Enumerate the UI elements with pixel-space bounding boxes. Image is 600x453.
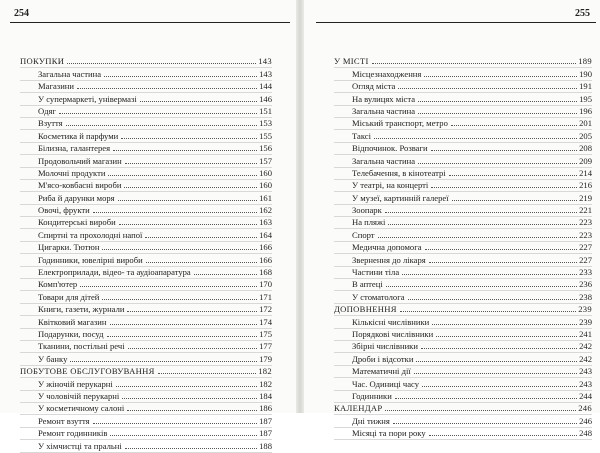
dot-leader bbox=[418, 163, 577, 164]
toc-entry-page: 233 bbox=[579, 267, 592, 278]
toc-entry bbox=[20, 304, 272, 316]
toc-entry-label: Ремонт годинників bbox=[38, 428, 108, 439]
dot-leader bbox=[416, 361, 577, 362]
toc-entry-page: 156 bbox=[259, 143, 272, 154]
toc-entry bbox=[20, 254, 272, 266]
toc-entry bbox=[334, 130, 592, 142]
toc-section-entry bbox=[334, 304, 592, 316]
dot-leader bbox=[124, 187, 257, 188]
dot-leader bbox=[104, 76, 257, 77]
toc-entry bbox=[334, 118, 592, 130]
dot-leader bbox=[145, 237, 257, 238]
toc-entry-page: 174 bbox=[259, 316, 272, 327]
page-number-left: 254 bbox=[14, 8, 29, 19]
dot-leader bbox=[110, 435, 257, 436]
dot-leader bbox=[400, 311, 576, 312]
toc-entry bbox=[20, 106, 272, 118]
toc-entry-page: 205 bbox=[579, 130, 592, 141]
toc-entry bbox=[334, 353, 592, 365]
toc-entry bbox=[334, 192, 592, 204]
toc-entry-label: Таксі bbox=[352, 130, 372, 141]
dot-leader bbox=[194, 274, 257, 275]
dot-leader bbox=[66, 125, 258, 126]
toc-entry-page: 172 bbox=[259, 304, 272, 315]
toc-entry-page: 166 bbox=[259, 254, 272, 265]
toc-entry-label: Зоопарк bbox=[352, 205, 382, 216]
dot-leader bbox=[429, 435, 577, 436]
toc-entry-label: Звернення до лікаря bbox=[352, 254, 426, 265]
toc-entry-label: В аптеці bbox=[352, 279, 383, 290]
toc-entry bbox=[334, 378, 592, 390]
toc-entry bbox=[20, 391, 272, 403]
toc-entry bbox=[334, 106, 592, 118]
left-page bbox=[0, 0, 296, 451]
dot-leader bbox=[80, 286, 257, 287]
toc-entry-label: Взуття bbox=[38, 118, 63, 129]
toc-entry bbox=[20, 279, 272, 291]
dot-leader bbox=[388, 224, 577, 225]
toc-entry-label: У чоловічій перукарні bbox=[38, 390, 120, 401]
toc-entry-label: На вулицях міста bbox=[352, 93, 416, 104]
toc-entry-label: Дні тижня bbox=[352, 415, 390, 426]
toc-entry-label: Риба й дарунки моря bbox=[38, 192, 115, 203]
toc-entry-label: Місяці та пори року bbox=[352, 428, 426, 439]
toc-entry-page: 186 bbox=[259, 403, 272, 414]
toc-entry bbox=[20, 155, 272, 167]
toc-entry-page: 243 bbox=[579, 366, 592, 377]
dot-leader bbox=[146, 262, 257, 263]
toc-entry bbox=[334, 242, 592, 254]
toc-entry-label: КАЛЕНДАР bbox=[334, 403, 383, 414]
toc-entry-label: Косметика й парфуми bbox=[38, 130, 119, 141]
toc-entry-label: Кількісні числівники bbox=[352, 316, 430, 327]
toc-entry-page: 146 bbox=[259, 93, 272, 104]
toc-entry bbox=[20, 180, 272, 192]
toc-entry-page: 166 bbox=[259, 242, 272, 253]
dot-leader bbox=[408, 299, 578, 300]
toc-entry-page: 187 bbox=[259, 428, 272, 439]
toc-entry bbox=[334, 68, 592, 80]
toc-entry-label: Міський транспорт, метро bbox=[352, 118, 448, 129]
toc-entry-label: Кондитерські вироби bbox=[38, 217, 116, 228]
toc-entry-label: Овочі, фрукти bbox=[38, 205, 90, 216]
toc-entry-page: 248 bbox=[579, 428, 592, 439]
toc-entry bbox=[334, 93, 592, 105]
toc-entry bbox=[20, 192, 272, 204]
toc-entry-page: 221 bbox=[579, 205, 592, 216]
toc-entry bbox=[20, 329, 272, 341]
toc-entry-page: 182 bbox=[258, 366, 272, 377]
toc-entry-page: 161 bbox=[259, 192, 272, 203]
toc-entry-page: 244 bbox=[579, 390, 592, 401]
toc-entry bbox=[334, 143, 592, 155]
toc-entry-label: Спорт bbox=[352, 229, 375, 240]
toc-entry-label: У косметичному салоні bbox=[38, 403, 125, 414]
toc-entry-label: У МІСТІ bbox=[334, 56, 369, 67]
toc-entry-page: 236 bbox=[579, 279, 592, 290]
toc-entry bbox=[20, 378, 272, 390]
toc-entry bbox=[334, 217, 592, 229]
dot-leader bbox=[67, 63, 256, 64]
toc-entry bbox=[334, 329, 592, 341]
toc-entry-label: Квітковий магазин bbox=[38, 316, 107, 327]
book-gutter bbox=[296, 0, 304, 413]
toc-entry-page: 246 bbox=[578, 403, 592, 414]
toc-entry-page: 162 bbox=[259, 205, 272, 216]
toc-entry-label: Загальна частина bbox=[352, 155, 416, 166]
toc-entry-label: Товари для дітей bbox=[38, 291, 100, 302]
toc-entry-label: М'ясо-ковбасні вироби bbox=[38, 180, 122, 191]
toc-entry-label: Збірні числівники bbox=[352, 341, 418, 352]
toc-entry-page: 171 bbox=[259, 291, 272, 302]
dot-leader bbox=[393, 423, 577, 424]
toc-entry bbox=[334, 229, 592, 241]
toc-entry-page: 160 bbox=[259, 180, 272, 191]
toc-entry-page: 189 bbox=[578, 56, 592, 67]
toc-entry-label: Молочні продукти bbox=[38, 167, 106, 178]
toc-entry-label: У хімчистці та пральні bbox=[38, 440, 122, 451]
dot-leader bbox=[431, 150, 578, 151]
toc-entry-page: 201 bbox=[579, 118, 592, 129]
toc-entry bbox=[334, 267, 592, 279]
toc-entry bbox=[20, 130, 272, 142]
toc-entry bbox=[20, 229, 272, 241]
dot-leader bbox=[385, 410, 576, 411]
toc-entry-label: Книги, газети, журнали bbox=[38, 304, 125, 315]
toc-entry-page: 223 bbox=[579, 229, 592, 240]
toc-entry-label: Телебачення, в кінотеатрі bbox=[352, 167, 446, 178]
toc-entry-page: 241 bbox=[579, 328, 592, 339]
toc-entry bbox=[20, 143, 272, 155]
toc-entry-page: 184 bbox=[259, 390, 272, 401]
toc-entry-label: Порядкові числівники bbox=[352, 328, 434, 339]
dot-leader bbox=[386, 286, 577, 287]
toc-entry bbox=[334, 291, 592, 303]
toc-entry bbox=[20, 415, 272, 427]
toc-entry-label: Продовольчий магазин bbox=[38, 155, 122, 166]
toc-entry-page: 216 bbox=[579, 180, 592, 191]
toc-entry bbox=[20, 68, 272, 80]
toc-entry-label: Дроби і відсотки bbox=[352, 353, 414, 364]
page-number-right: 255 bbox=[575, 8, 590, 19]
toc-entry-label: Спиртні та прохолодні напої bbox=[38, 229, 143, 240]
toc-entry-page: 160 bbox=[259, 167, 272, 178]
toc-entry-label: Медична допомога bbox=[352, 242, 422, 253]
toc-entry-page: 157 bbox=[259, 155, 272, 166]
toc-entry bbox=[334, 391, 592, 403]
toc-entry-label: Математичні дії bbox=[352, 366, 411, 377]
toc-entry-label: У стоматолога bbox=[352, 291, 405, 302]
header-rule-right bbox=[316, 22, 596, 23]
toc-entry-label: Комп'ютер bbox=[38, 279, 78, 290]
toc-entry-page: 143 bbox=[258, 56, 272, 67]
toc-entry-label: У супермаркеті, універмазі bbox=[38, 93, 137, 104]
dot-leader bbox=[429, 262, 577, 263]
dot-leader bbox=[402, 274, 577, 275]
dot-leader bbox=[113, 150, 257, 151]
toc-entry-page: 151 bbox=[259, 105, 272, 116]
toc-entry-page: 175 bbox=[259, 328, 272, 339]
toc-entry-label: Магазини bbox=[38, 81, 74, 92]
toc-entry-page: 239 bbox=[578, 304, 592, 315]
toc-entry-label: ДОПОВНЕННЯ bbox=[334, 304, 397, 315]
dot-leader bbox=[116, 386, 257, 387]
toc-entry-page: 144 bbox=[259, 81, 272, 92]
dot-leader bbox=[372, 63, 577, 64]
toc-entry-label: Місцезнаходження bbox=[352, 68, 422, 79]
dot-leader bbox=[378, 237, 578, 238]
toc-entry bbox=[20, 291, 272, 303]
dot-leader bbox=[127, 311, 257, 312]
dot-leader bbox=[421, 348, 577, 349]
toc-entry bbox=[334, 316, 592, 328]
toc-entry-label: Цигарки. Тютюн bbox=[38, 242, 100, 253]
toc-entry-label: Огляд міста bbox=[352, 81, 396, 92]
toc-entry-label: У театрі, на концерті bbox=[352, 180, 429, 191]
dot-leader bbox=[121, 138, 257, 139]
toc-entry-page: 242 bbox=[579, 353, 592, 364]
toc-section-entry bbox=[20, 366, 272, 378]
toc-entry bbox=[20, 316, 272, 328]
dot-leader bbox=[77, 88, 257, 89]
toc-entry-page: 170 bbox=[259, 279, 272, 290]
dot-leader bbox=[374, 138, 577, 139]
dot-leader bbox=[158, 373, 257, 374]
dot-leader bbox=[102, 299, 257, 300]
toc-entry bbox=[20, 341, 272, 353]
dot-leader bbox=[431, 187, 577, 188]
dot-leader bbox=[93, 423, 257, 424]
toc-entry-label: У музеї, картинній галереї bbox=[352, 192, 449, 203]
toc-entry bbox=[20, 93, 272, 105]
toc-entry-label: Частини тіла bbox=[352, 267, 400, 278]
toc-entry-label: У жіночій перукарні bbox=[38, 378, 113, 389]
dot-leader bbox=[59, 113, 257, 114]
toc-entry-page: 238 bbox=[579, 291, 592, 302]
toc-entry bbox=[334, 254, 592, 266]
toc-entry bbox=[334, 366, 592, 378]
toc-entry-page: 190 bbox=[579, 68, 592, 79]
toc-entry-label: Тканини, постільні речі bbox=[38, 341, 125, 352]
toc-section-entry bbox=[334, 56, 592, 68]
toc-entry-page: 163 bbox=[259, 217, 272, 228]
toc-entry bbox=[20, 440, 272, 452]
toc-entry-label: Час. Одиниці часу bbox=[352, 378, 420, 389]
toc-entry-label: У банку bbox=[38, 353, 68, 364]
dot-leader bbox=[125, 448, 257, 449]
dot-leader bbox=[127, 410, 257, 411]
toc-entry-label: Подарунки, посуд bbox=[38, 328, 104, 339]
toc-entry-page: 155 bbox=[259, 130, 272, 141]
toc-entry bbox=[20, 403, 272, 415]
toc-entry-label: На пляжі bbox=[352, 217, 386, 228]
toc-entry-page: 242 bbox=[579, 341, 592, 352]
toc-entry bbox=[334, 415, 592, 427]
dot-leader bbox=[395, 398, 577, 399]
toc-entry-label: ПОБУТОВЕ ОБСЛУГОВУВАННЯ bbox=[20, 366, 155, 377]
dot-leader bbox=[107, 336, 258, 337]
toc-entry bbox=[20, 81, 272, 93]
dot-leader bbox=[110, 324, 258, 325]
toc-entry-label: Відпочинок. Розваги bbox=[352, 143, 428, 154]
toc-entry-page: 153 bbox=[259, 118, 272, 129]
table-of-contents-left bbox=[20, 56, 272, 453]
toc-entry-page: 164 bbox=[259, 229, 272, 240]
toc-entry-page: 188 bbox=[259, 440, 272, 451]
toc-entry-page: 168 bbox=[259, 267, 272, 278]
toc-entry bbox=[20, 242, 272, 254]
toc-entry-page: 239 bbox=[579, 316, 592, 327]
dot-leader bbox=[414, 373, 577, 374]
dot-leader bbox=[125, 163, 257, 164]
toc-entry-page: 246 bbox=[579, 415, 592, 426]
toc-entry-label: Ремонт взуття bbox=[38, 415, 90, 426]
toc-entry-page: 195 bbox=[579, 93, 592, 104]
toc-entry bbox=[20, 205, 272, 217]
dot-leader bbox=[385, 212, 577, 213]
toc-entry-label: Одяг bbox=[38, 105, 56, 116]
dot-leader bbox=[452, 200, 578, 201]
toc-entry-page: 191 bbox=[579, 81, 592, 92]
toc-section-entry bbox=[334, 403, 592, 415]
toc-entry bbox=[334, 168, 592, 180]
toc-entry bbox=[334, 155, 592, 167]
toc-entry-page: 196 bbox=[579, 105, 592, 116]
toc-entry-page: 208 bbox=[579, 143, 592, 154]
toc-entry bbox=[334, 428, 592, 440]
toc-entry bbox=[20, 267, 272, 279]
toc-entry-page: 227 bbox=[579, 254, 592, 265]
dot-leader bbox=[119, 224, 257, 225]
toc-entry bbox=[20, 217, 272, 229]
dot-leader bbox=[449, 175, 577, 176]
dot-leader bbox=[432, 324, 577, 325]
dot-leader bbox=[398, 88, 577, 89]
toc-entry-page: 219 bbox=[579, 192, 592, 203]
toc-entry-page: 227 bbox=[579, 242, 592, 253]
toc-entry bbox=[20, 118, 272, 130]
dot-leader bbox=[418, 113, 577, 114]
toc-entry bbox=[334, 205, 592, 217]
toc-entry-label: Електроприлади, відео- та аудіоапаратура bbox=[38, 267, 191, 278]
toc-entry-page: 143 bbox=[259, 68, 272, 79]
dot-leader bbox=[436, 336, 577, 337]
toc-entry-page: 179 bbox=[259, 353, 272, 364]
dot-leader bbox=[70, 361, 257, 362]
dot-leader bbox=[451, 125, 577, 126]
toc-entry bbox=[334, 81, 592, 93]
dot-leader bbox=[93, 212, 257, 213]
toc-entry-page: 214 bbox=[579, 167, 592, 178]
dot-leader bbox=[425, 249, 578, 250]
toc-entry bbox=[334, 341, 592, 353]
toc-entry-page: 209 bbox=[579, 155, 592, 166]
toc-entry bbox=[20, 168, 272, 180]
toc-entry-label: ПОКУПКИ bbox=[20, 56, 65, 67]
right-page bbox=[304, 0, 600, 439]
toc-entry bbox=[334, 180, 592, 192]
toc-entry-page: 223 bbox=[579, 217, 592, 228]
dot-leader bbox=[108, 175, 257, 176]
toc-entry bbox=[334, 279, 592, 291]
toc-entry-page: 177 bbox=[259, 341, 272, 352]
dot-leader bbox=[118, 200, 257, 201]
dot-leader bbox=[122, 398, 257, 399]
toc-entry-label: Білизна, галантерея bbox=[38, 143, 111, 154]
toc-entry-label: Загальна частина bbox=[352, 105, 416, 116]
toc-entry-page: 182 bbox=[259, 378, 272, 389]
table-of-contents-right bbox=[334, 56, 592, 440]
toc-entry-page: 187 bbox=[259, 415, 272, 426]
dot-leader bbox=[128, 348, 258, 349]
dot-leader bbox=[424, 76, 577, 77]
toc-section-entry bbox=[20, 56, 272, 68]
dot-leader bbox=[422, 386, 577, 387]
toc-entry bbox=[20, 353, 272, 365]
toc-entry-label: Годинники, ювелірні вироби bbox=[38, 254, 143, 265]
header-rule-left bbox=[10, 22, 290, 23]
toc-entry bbox=[20, 428, 272, 440]
dot-leader bbox=[102, 249, 257, 250]
toc-entry-label: Загальна частина bbox=[38, 68, 102, 79]
toc-entry-label: Годинники bbox=[352, 390, 392, 401]
toc-entry-page: 243 bbox=[579, 378, 592, 389]
dot-leader bbox=[140, 101, 257, 102]
dot-leader bbox=[418, 101, 577, 102]
